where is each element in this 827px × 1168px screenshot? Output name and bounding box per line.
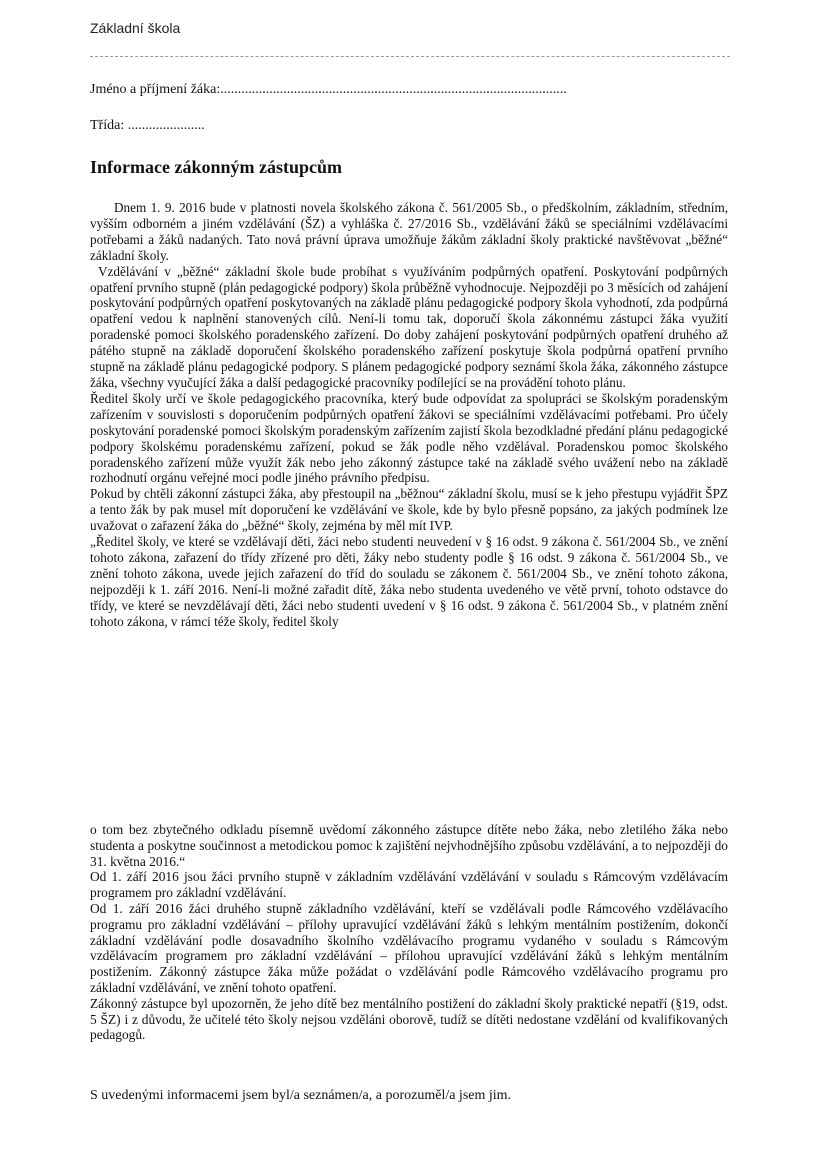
paragraph-warning: Zákonný zástupce byl upozorněn, že jeho dítě bez mentálního postižení do základní školy praktické nepatří (§19, odst. 5 ŠZ) i z důvodu, že učitelé této školy nejsou vzděláni oborově, tudíž se dítěti nedostane vzdělání od kvalifikovaných pedagogů. bbox=[90, 995, 728, 1043]
paragraph-transfer: Pokud by chtěli zákonní zástupci žáka, aby přestoupil na „běžnou“ základní školu, musí se k jeho přestupu vyjádřit ŠPZ a tento žák by pak musel mít doporučení ke vzdělávání ve škole, kde by bylo přesně popsáno, za jakých podmínek lze uvažovat o zařazení žáka do „běžné“ školy, zejména by měl mít IVP. bbox=[90, 486, 728, 534]
class-field: Třída: ...................... bbox=[90, 118, 205, 133]
student-name-field: Jméno a příjmení žáka:................................................................................................... bbox=[90, 82, 567, 97]
paragraph-amendment: Dnem 1. 9. 2016 bude v platnosti novela školského zákona č. 561/2005 Sb., o předškolním, základním, středním, vyšším odborném a jiném vzdělávání (ŠZ) a vyhláška č. 27/2016 Sb., vzdělávání žáků se speciálními vzdělávacími potřebami a žáků nadaných. Tato nová právní úprava umožňuje žákům základní školy praktické navštěvovat „běžné“ základní školy. bbox=[90, 200, 728, 263]
paragraph-first-stage: Od 1. září 2016 jsou žáci prvního stupně v základním vzdělávání vzdělávání v souladu s Rámcovým vzdělávacím programem pro základní vzdělávání. bbox=[90, 869, 728, 901]
document-title: Informace zákonným zástupcům bbox=[90, 157, 342, 177]
document-body-continued bbox=[90, 822, 728, 1043]
acknowledgement-statement: S uvedenými informacemi jsem byl/a seznámen/a, a porozuměl/a jsem jim. bbox=[90, 1088, 512, 1103]
paragraph-quote-end: o tom bez zbytečného odkladu písemně uvědomí zákonného zástupce dítěte nebo žáka, nebo zletilého žáka nebo studenta a poskytne součinnost a metodickou pomoc k zajištění nejvhodnějšího způsobu vzdělávání, a to nejpozději do 31. května 2016.“ bbox=[90, 822, 728, 869]
paragraph-support-measures: Vzdělávání v „běžné“ základní škole bude probíhat s využíváním podpůrných opatření. Poskytování podpůrných opatření prvního stupně (plán pedagogické podpory) škola průběžně vyhodnocuje. Nejpozději po 3 měsících od zahájení poskytování podpůrných opatření poskytovaných na základě plánu pedagogické podpory škola vyhodnotí, zda podpůrná opatření vedou k naplnění stanovených cílů. Není-li tomu tak, doporučí škola zákonnému zástupci žáka využití poradenské pomoci školského poradenského zařízení. Do doby zahájení poskytování podpůrných opatření druhého až pátého stupně na základě doporučení školského poradenského zařízení poskytuje škola podpůrná opatření prvního stupně na základě plánu pedagogické podpory. S plánem pedagogické podpory seznámí škola žáka, zákonného zástupce žáka, všechny vyučující žáka a další pedagogické pracovníky podílející se na provádění tohoto plánu. bbox=[90, 263, 728, 390]
header-divider bbox=[90, 56, 730, 57]
document-body bbox=[90, 200, 728, 629]
paragraph-second-stage: Od 1. září 2016 žáci druhého stupně základního vzdělávání, kteří se vzdělávali podle Rámcového vzdělávacího programu pro základní vzdělávání – přílohy upravující vzdělávání žáků s lehkým mentálním postižením, dokončí základní vzdělávání podle dosavadního školního vzdělávacího programu vydaného v souladu s Rámcovým vzdělávacím programem pro základní vzdělávání – přílohou upravující vzdělávání žáků s lehkým mentálním postižením. Zákonný zástupce žáka může požádat o vzdělávání podle Rámcového vzdělávacího programu pro základní vzdělávání, ve znění tohoto opatření. bbox=[90, 900, 728, 995]
school-header: Základní škola bbox=[90, 20, 181, 36]
paragraph-director: Ředitel školy určí ve škole pedagogického pracovníka, který bude odpovídat za spolupráci se školským poradenským zařízením v souvislosti s doporučením podpůrných opatření žákovi se speciálními vzdělávacími potřebami. Pro účely poskytování poradenské pomoci školským poradenským zařízením zajistí škola bezodkladné předání plánu pedagogické podpory školskému poradenskému zařízení, pokud se žák podle něho vzdělával. Poradenskou pomoc školského poradenského zařízení může využít žák nebo jeho zákonný zástupce také na základě svého uvážení nebo na základě rozhodnutí orgánu veřejné moci podle jiného právního předpisu. bbox=[90, 390, 728, 486]
paragraph-quote: „Ředitel školy, ve které se vzdělávají děti, žáci nebo studenti neuvedení v § 16 odst. 9 zákona č. 561/2004 Sb., ve znění tohoto zákona, zařazení do třídy zřízené pro děti, žáky nebo studenty podle § 16 odst. 9 zákona č. 561/2004 Sb., ve znění tohoto zákona, uvede jejich zařazení do tříd do souladu se zákonem č. 561/2004 Sb., ve znění tohoto zákona, nejpozději k 1. září 2016. Není-li možné zařadit dítě, žáka nebo studenta uvedeného ve větě první, tohoto odstavce do třídy, ve které se nevzdělávají děti, žáci nebo studenti uvedení v § 16 odst. 9 zákona č. 561/2004 Sb., v platném znění tohoto zákona, v rámci téže školy, ředitel školy bbox=[90, 534, 728, 629]
